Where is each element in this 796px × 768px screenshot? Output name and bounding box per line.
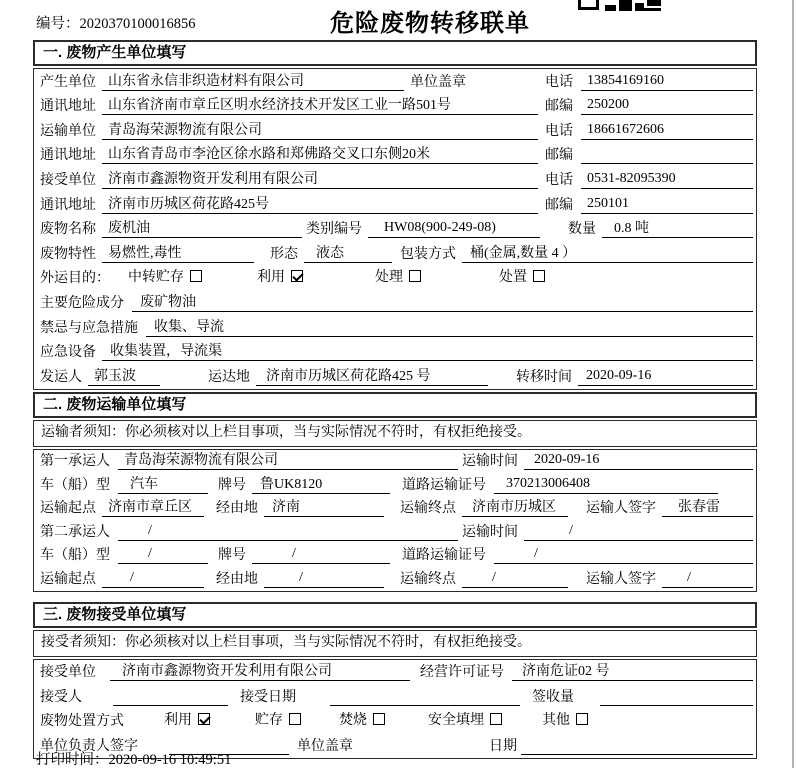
field-value <box>521 737 753 755</box>
purpose-option-dispose <box>499 266 545 287</box>
row-transfer-purpose <box>34 266 756 291</box>
form-title: 危险废物转移联单 <box>330 10 530 37</box>
field-label: 经营许可证号 <box>420 665 504 681</box>
field-value: 济南市历城区荷花路425号 <box>102 193 538 214</box>
qr-block <box>640 8 661 11</box>
field-value: 18661672606 <box>581 122 753 140</box>
field-label: 运输终点 <box>400 501 456 517</box>
field-label: 接受单位 <box>40 172 96 188</box>
qr-block <box>647 0 661 6</box>
disposal-option-landfill <box>428 709 502 730</box>
field-label: 运输人签字 <box>586 501 656 517</box>
field-value: 汽车 <box>118 473 208 494</box>
field-label: 邮编 <box>545 148 573 164</box>
field-value: 济南市鑫源物资开发利用有限公司 <box>110 660 410 681</box>
field-label: 转移时间 <box>516 369 572 385</box>
field-label: 通讯地址 <box>40 148 96 164</box>
row-second-carrier <box>34 520 756 544</box>
disposal-option-other <box>542 709 588 730</box>
field-value: 收集、导流 <box>146 316 753 337</box>
qr-block <box>578 0 599 10</box>
disposal-option-storage <box>255 709 301 730</box>
row-shipper <box>34 364 756 389</box>
field-value: 济南市历城区荷花路425 号 <box>256 365 488 386</box>
row-transport-route-1 <box>34 497 756 521</box>
qr-code-fragment-icon <box>578 0 664 11</box>
section2-header: 二. 废物运输单位填写 <box>33 392 757 418</box>
field-label: 经由地 <box>216 571 258 587</box>
qr-block <box>619 0 632 11</box>
row-first-carrier <box>34 450 756 474</box>
serial-value: 2020370100016856 <box>79 16 196 32</box>
field-label: 车（船）型 <box>40 477 110 493</box>
field-value: 2020-09-16 <box>524 452 753 470</box>
qr-block <box>605 5 616 11</box>
field-value: 济南市鑫源物资开发利用有限公司 <box>102 168 538 189</box>
checkbox-label: 利用 <box>164 713 192 729</box>
checkbox-icon <box>289 713 301 725</box>
checkbox-label: 中转贮存 <box>128 270 184 286</box>
notice-text: 接受者须知：你必须核对以上栏目事项，当与实际情况不符时，有权拒绝接受。 <box>41 634 531 650</box>
field-value: 山东省青岛市李沧区徐水路和郑佛路交叉口东侧20米 <box>102 143 538 164</box>
field-label: 废物特性 <box>40 246 96 262</box>
row-main-hazard <box>34 290 756 315</box>
field-value: 13854169160 <box>581 73 753 91</box>
field-label: 日期 <box>489 738 517 754</box>
field-value: / <box>662 570 753 588</box>
field-label: 电话 <box>545 123 573 139</box>
field-label: 运输起点 <box>40 571 96 587</box>
checkbox-icon <box>533 270 545 282</box>
field-value: 370213006408 <box>494 476 718 494</box>
row-accept-unit <box>34 660 756 685</box>
field-label: 类别编号 <box>306 222 362 238</box>
field-value: 废矿物油 <box>132 291 753 312</box>
field-label: 运输单位 <box>40 123 96 139</box>
field-label: 接受单位 <box>40 665 96 681</box>
checkbox-icon <box>576 713 588 725</box>
field-value <box>113 688 228 706</box>
row-transport-address <box>34 143 756 168</box>
field-label: 废物处置方式 <box>40 714 124 730</box>
row-vehicle-type-2 <box>34 544 756 568</box>
field-value: 张春雷 <box>662 496 753 517</box>
field-value: 易燃性,毒性 <box>102 242 254 263</box>
field-value <box>600 688 753 706</box>
checkbox-label: 其他 <box>542 713 570 729</box>
field-label: 经由地 <box>216 501 258 517</box>
purpose-option-utilize <box>257 266 303 287</box>
field-value: 济南市章丘区 <box>102 496 204 517</box>
field-label: 形态 <box>270 246 298 262</box>
field-value: / <box>462 570 568 588</box>
checkbox-icon <box>490 713 502 725</box>
field-label: 通讯地址 <box>40 99 96 115</box>
field-value: 废机油 <box>102 217 302 238</box>
field-value: 山东省永信非织造材料有限公司 <box>102 70 404 91</box>
field-label: 牌号 <box>218 548 246 564</box>
field-label: 道路运输证号 <box>402 477 486 493</box>
section2-content <box>33 449 757 592</box>
row-receiver-address <box>34 192 756 217</box>
row-transport-route-2 <box>34 567 756 591</box>
row-producer-unit <box>34 69 756 94</box>
checkbox-label: 处置 <box>499 270 527 286</box>
seal-label: 单位盖章 <box>297 738 353 754</box>
row-vehicle-type-1 <box>34 473 756 497</box>
field-value: / <box>118 546 208 564</box>
section3-notice <box>33 630 757 657</box>
field-label: 数量 <box>568 222 596 238</box>
field-label: 包装方式 <box>400 246 456 262</box>
field-label: 电话 <box>545 172 573 188</box>
section3-header: 三. 废物接受单位填写 <box>33 602 757 628</box>
row-acceptor <box>34 684 756 709</box>
form-body <box>33 40 757 761</box>
section3-content <box>33 659 757 759</box>
field-value: 250200 <box>581 97 753 115</box>
field-label: 通讯地址 <box>40 197 96 213</box>
checkbox-label: 贮存 <box>255 713 283 729</box>
field-label: 车（船）型 <box>40 548 110 564</box>
row-receiver-unit <box>34 167 756 192</box>
row-waste-property <box>34 241 756 266</box>
field-label: 接受日期 <box>240 689 296 705</box>
field-label: 电话 <box>545 74 573 90</box>
row-disposal-method <box>34 709 756 734</box>
form-serial <box>36 12 196 33</box>
field-label: 运达地 <box>208 369 250 385</box>
field-label: 邮编 <box>545 99 573 115</box>
checkbox-icon <box>291 270 303 282</box>
field-label: 牌号 <box>218 477 246 493</box>
field-label: 发运人 <box>40 369 82 385</box>
field-label: 废物名称 <box>40 222 96 238</box>
checkbox-icon <box>198 713 210 725</box>
disposal-option-utilize <box>164 709 210 730</box>
section2-notice <box>33 420 757 447</box>
print-time-value: 2020-09-16 10:49:51 <box>108 752 232 768</box>
checkbox-icon <box>373 713 385 725</box>
print-time <box>36 748 231 768</box>
field-value <box>581 146 753 164</box>
serial-label: 编号： <box>36 16 80 32</box>
field-label: 禁忌与应急措施 <box>40 320 138 336</box>
seal-label: 单位盖章 <box>410 74 466 90</box>
disposal-option-incinerate <box>339 709 385 730</box>
field-value: 2020-09-16 <box>578 368 753 386</box>
print-time-label: 打印时间： <box>36 752 109 768</box>
checkbox-label: 焚烧 <box>339 713 367 729</box>
field-value: / <box>264 570 384 588</box>
notice-text: 运输者须知：你必须核对以上栏目事项，当与实际情况不符时，有权拒绝接受。 <box>41 424 531 440</box>
field-value: 0.8 吨 <box>602 217 753 238</box>
field-value: 济南 <box>264 496 384 517</box>
section1-content <box>33 68 757 390</box>
field-label: 第一承运人 <box>40 454 110 470</box>
field-label: 运输终点 <box>400 571 456 587</box>
page-edge-line <box>792 0 794 768</box>
field-label: 签收量 <box>532 689 574 705</box>
section1-header: 一. 废物产生单位填写 <box>33 40 757 66</box>
field-label: 运输时间 <box>462 524 518 540</box>
checkbox-label: 安全填埋 <box>428 713 484 729</box>
row-emergency-equipment <box>34 340 756 365</box>
checkbox-icon <box>409 270 421 282</box>
field-value: / <box>252 546 390 564</box>
field-label: 单位负责人签字 <box>40 738 138 754</box>
field-value: / <box>524 523 753 541</box>
field-label: 应急设备 <box>40 345 96 361</box>
field-value <box>330 688 520 706</box>
row-producer-address <box>34 94 756 119</box>
field-value: 郭玉波 <box>88 365 160 386</box>
purpose-option-transfer-storage <box>128 266 202 287</box>
field-value: 济南危证02 号 <box>512 660 753 681</box>
row-emergency-measures <box>34 315 756 340</box>
field-label: 运输人签字 <box>586 571 656 587</box>
field-value: HW08(900-249-08) <box>368 220 540 238</box>
field-value: / <box>102 570 204 588</box>
field-label: 接受人 <box>40 689 82 705</box>
field-label: 邮编 <box>545 197 573 213</box>
field-value: 250101 <box>581 196 753 214</box>
field-value: 青岛海荣源物流有限公司 <box>118 449 458 470</box>
field-value: 液态 <box>304 242 392 263</box>
field-label: 运输起点 <box>40 501 96 517</box>
field-label: 产生单位 <box>40 74 96 90</box>
field-value: / <box>494 546 753 564</box>
field-value: 山东省济南市章丘区明水经济技术开发区工业一路501号 <box>102 94 538 115</box>
field-value: 桶(金属,数量 4 ） <box>462 242 753 263</box>
field-label: 运输时间 <box>462 454 518 470</box>
field-value: 收集装置，导流渠 <box>102 340 753 361</box>
field-value: 0531-82095390 <box>581 171 753 189</box>
field-value: 青岛海荣源物流有限公司 <box>102 119 538 140</box>
checkbox-icon <box>190 270 202 282</box>
field-value: 济南市历城区 <box>462 496 568 517</box>
field-label: 主要危险成分 <box>40 295 124 311</box>
checkbox-label: 处理 <box>375 270 403 286</box>
row-transport-unit <box>34 118 756 143</box>
field-label: 外运目的： <box>40 271 110 287</box>
field-label: 道路运输证号 <box>402 548 486 564</box>
field-value: 鲁UK8120 <box>252 473 390 494</box>
field-label: 第二承运人 <box>40 524 110 540</box>
purpose-option-treat <box>375 266 421 287</box>
field-value: / <box>118 523 458 541</box>
row-waste-name <box>34 217 756 242</box>
checkbox-label: 利用 <box>257 270 285 286</box>
